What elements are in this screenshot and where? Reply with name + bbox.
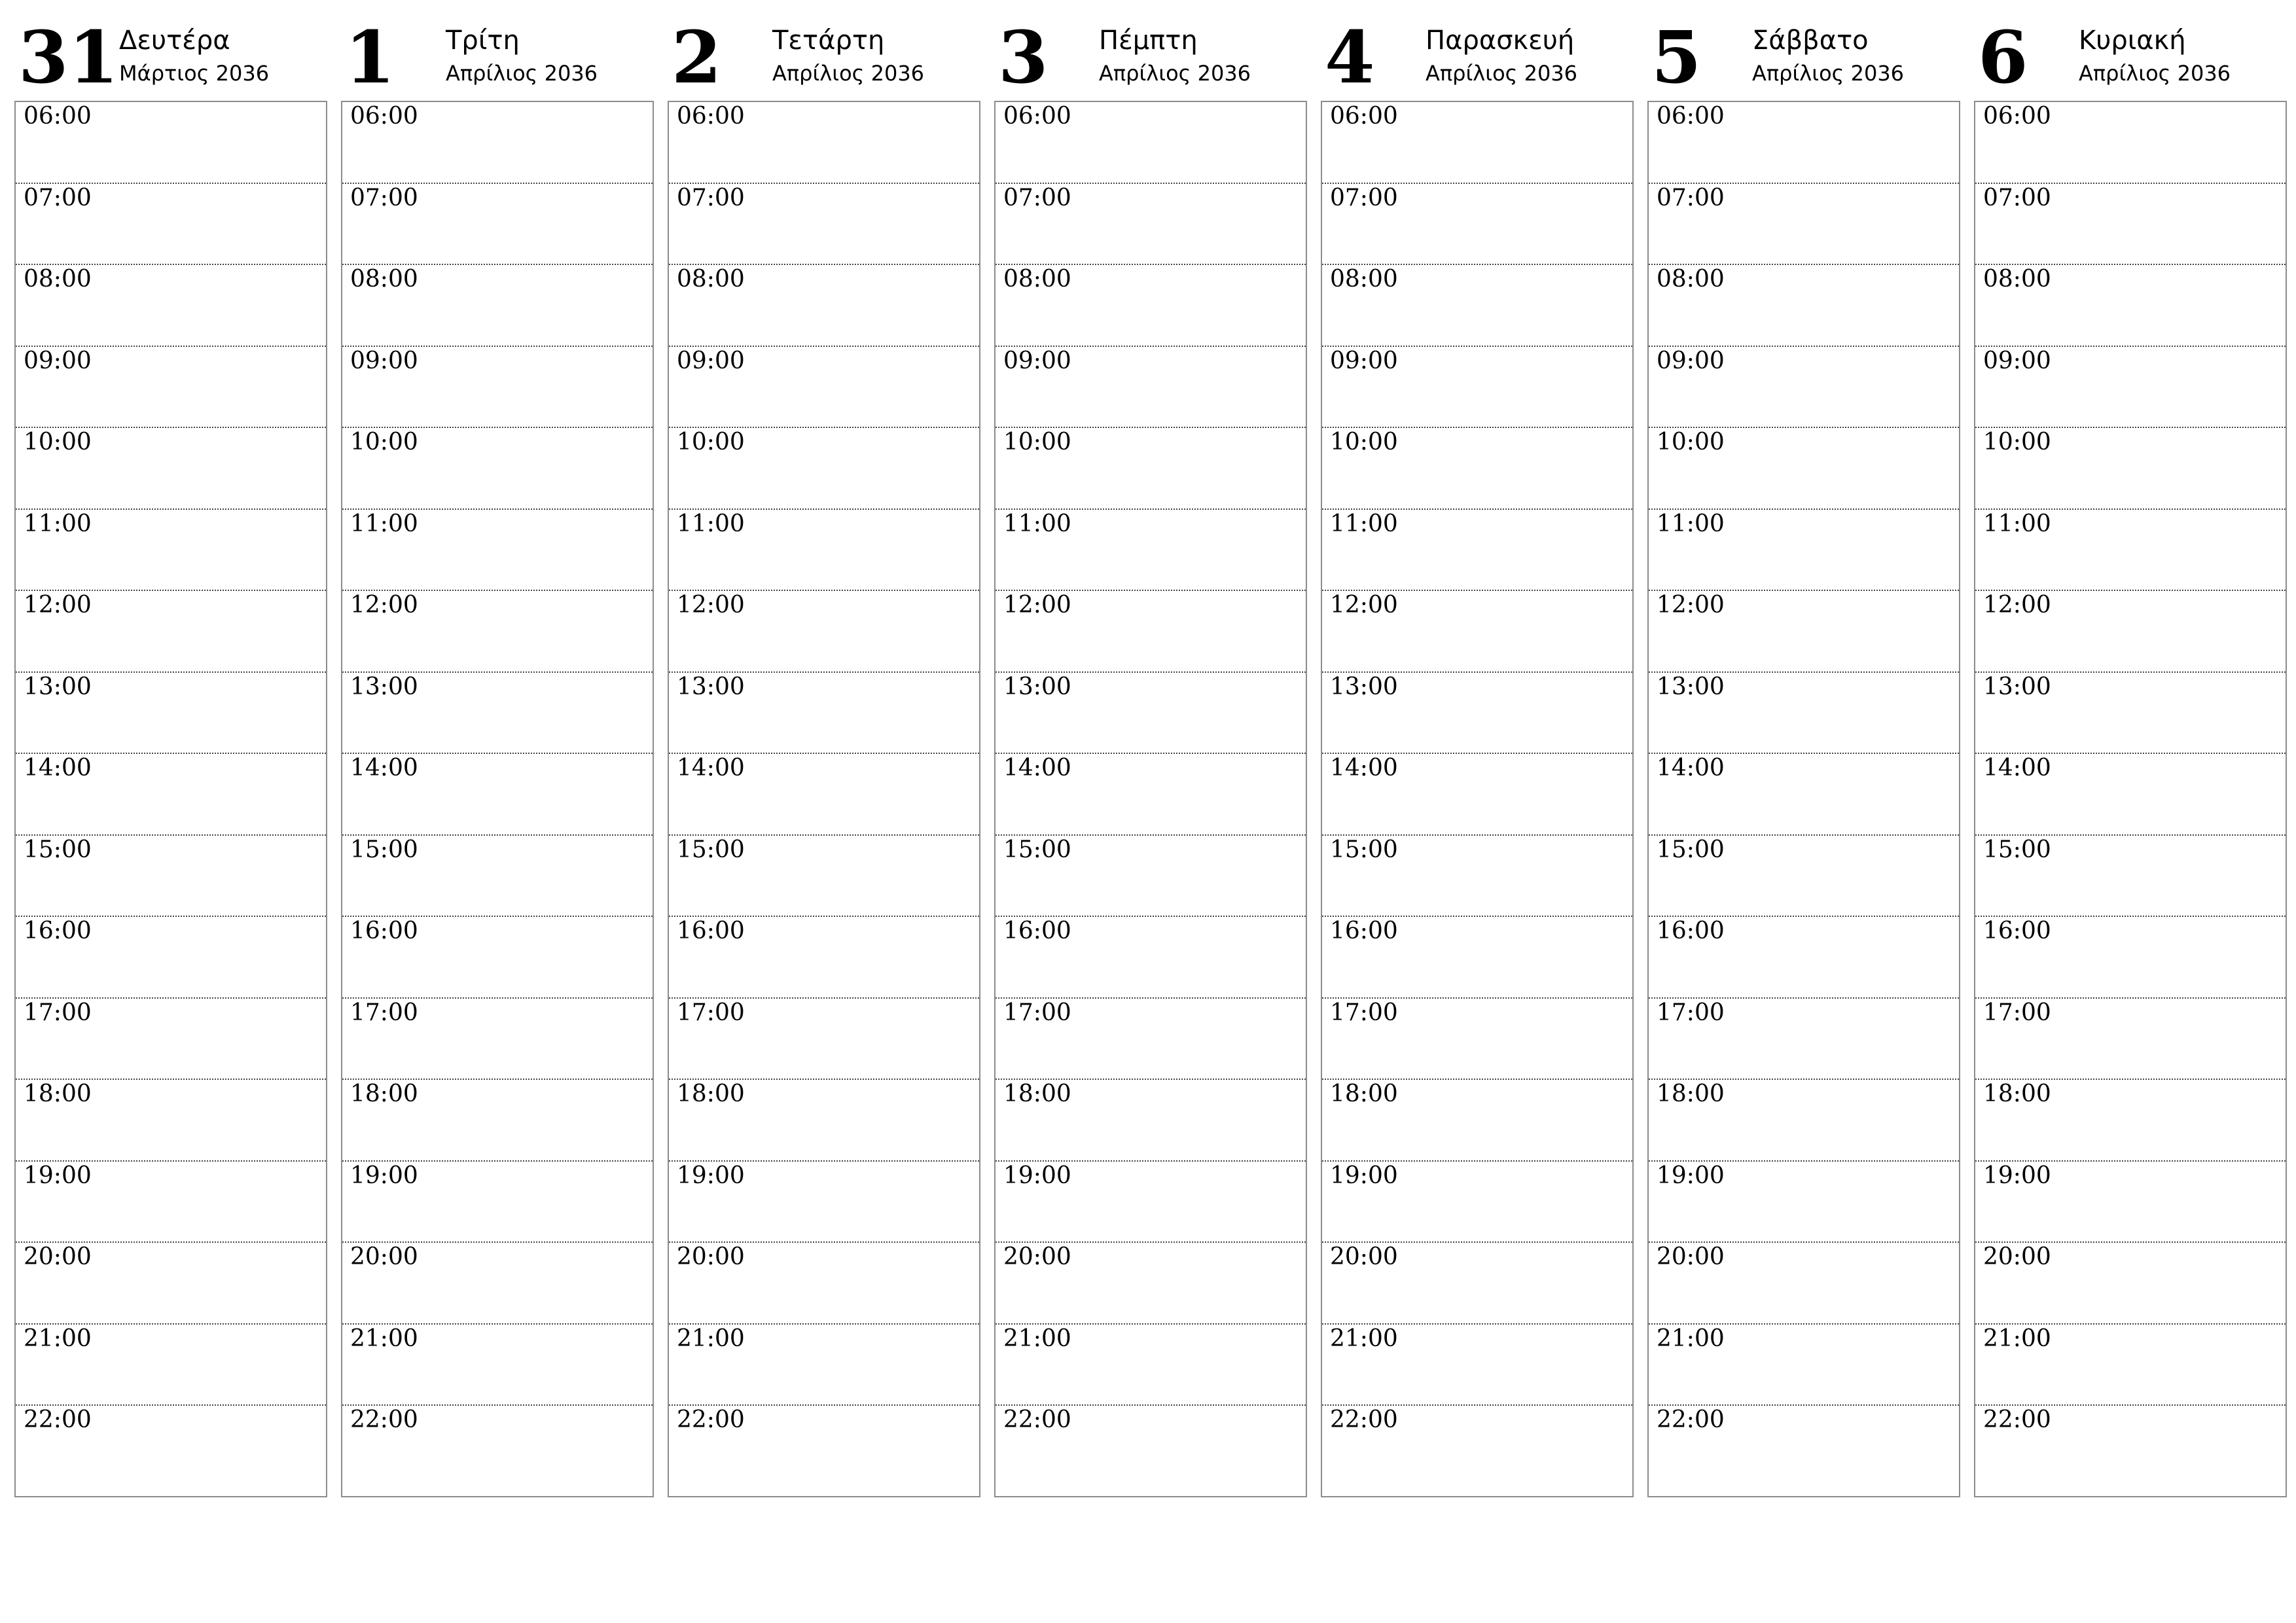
time-slot[interactable] <box>1649 591 1959 673</box>
time-label: 19:00 <box>1657 1162 1725 1189</box>
time-slot[interactable] <box>1649 1162 1959 1243</box>
time-label: 07:00 <box>1330 184 1398 211</box>
time-label: 15:00 <box>677 836 745 863</box>
time-label: 11:00 <box>677 510 745 537</box>
time-slot[interactable] <box>996 1243 1306 1325</box>
day-name: Παρασκευή <box>1426 26 1575 56</box>
time-label: 12:00 <box>1003 592 1071 618</box>
time-slot[interactable] <box>669 1406 979 1496</box>
time-label: 09:00 <box>1983 347 2051 374</box>
time-slot[interactable] <box>996 184 1306 266</box>
time-label: 20:00 <box>677 1243 745 1270</box>
time-label: 07:00 <box>350 184 418 211</box>
time-label: 19:00 <box>350 1162 418 1189</box>
time-label: 22:00 <box>1657 1406 1725 1433</box>
time-slot[interactable] <box>1322 999 1632 1080</box>
time-slot[interactable] <box>16 591 326 673</box>
time-slot[interactable] <box>342 1080 653 1162</box>
time-slot[interactable] <box>16 102 326 184</box>
time-slot[interactable] <box>1322 1080 1632 1162</box>
time-slot[interactable] <box>1322 673 1632 755</box>
time-label: 16:00 <box>24 918 92 944</box>
time-label: 16:00 <box>677 918 745 944</box>
time-slot[interactable] <box>1649 265 1959 347</box>
time-slot[interactable] <box>16 999 326 1080</box>
time-slot[interactable] <box>1649 836 1959 918</box>
time-label: 17:00 <box>1003 999 1071 1026</box>
day-name: Δευτέρα <box>119 26 230 56</box>
time-label: 21:00 <box>1003 1325 1071 1352</box>
time-label: 19:00 <box>24 1162 92 1189</box>
time-label: 15:00 <box>1330 836 1398 863</box>
time-slot[interactable] <box>1649 1325 1959 1406</box>
time-label: 20:00 <box>1003 1243 1071 1270</box>
time-slot[interactable] <box>996 102 1306 184</box>
time-slot[interactable] <box>16 510 326 592</box>
time-slot[interactable] <box>342 999 653 1080</box>
time-label: 09:00 <box>1330 347 1398 374</box>
day-header <box>994 0 1307 98</box>
day-schedule <box>1974 101 2287 1497</box>
day-schedule <box>994 101 1307 1497</box>
time-slot[interactable] <box>1322 510 1632 592</box>
time-label: 13:00 <box>350 673 418 700</box>
time-slot[interactable] <box>16 917 326 999</box>
time-label: 21:00 <box>24 1325 92 1352</box>
time-label: 13:00 <box>1983 673 2051 700</box>
time-slot[interactable] <box>996 1162 1306 1243</box>
time-label: 19:00 <box>677 1162 745 1189</box>
time-slot[interactable] <box>996 754 1306 836</box>
time-label: 15:00 <box>1003 836 1071 863</box>
time-label: 08:00 <box>1657 266 1725 293</box>
time-slot[interactable] <box>16 1162 326 1243</box>
time-slot[interactable] <box>1322 428 1632 510</box>
time-slot[interactable] <box>1649 754 1959 836</box>
time-slot[interactable] <box>1975 1243 2286 1325</box>
time-slot[interactable] <box>669 1080 979 1162</box>
time-slot[interactable] <box>16 1406 326 1496</box>
time-slot[interactable] <box>342 836 653 918</box>
time-label: 09:00 <box>24 347 92 374</box>
time-label: 10:00 <box>1003 429 1071 455</box>
time-label: 10:00 <box>1983 429 2051 455</box>
day-name: Σάββατο <box>1752 26 1869 56</box>
time-label: 15:00 <box>1983 836 2051 863</box>
time-label: 13:00 <box>1657 673 1725 700</box>
time-label: 11:00 <box>1657 510 1725 537</box>
time-slot[interactable] <box>996 1406 1306 1496</box>
time-label: 20:00 <box>1330 1243 1398 1270</box>
time-label: 20:00 <box>1657 1243 1725 1270</box>
time-slot[interactable] <box>1322 1325 1632 1406</box>
time-slot[interactable] <box>1649 1080 1959 1162</box>
time-slot[interactable] <box>996 1325 1306 1406</box>
time-label: 14:00 <box>1003 755 1071 781</box>
day-month: Απρίλιος 2036 <box>2079 61 2231 86</box>
time-slot[interactable] <box>996 347 1306 429</box>
time-slot[interactable] <box>1649 510 1959 592</box>
time-slot[interactable] <box>342 510 653 592</box>
time-slot[interactable] <box>669 1325 979 1406</box>
time-slot[interactable] <box>1649 347 1959 429</box>
time-label: 11:00 <box>1983 510 2051 537</box>
time-slot[interactable] <box>669 1243 979 1325</box>
time-label: 21:00 <box>1330 1325 1398 1352</box>
time-label: 20:00 <box>350 1243 418 1270</box>
time-label: 10:00 <box>1657 429 1725 455</box>
time-label: 07:00 <box>1657 184 1725 211</box>
time-label: 21:00 <box>677 1325 745 1352</box>
time-label: 06:00 <box>24 103 92 130</box>
day-month: Απρίλιος 2036 <box>1426 61 1578 86</box>
time-slot[interactable] <box>342 673 653 755</box>
time-slot[interactable] <box>996 1080 1306 1162</box>
time-label: 14:00 <box>350 755 418 781</box>
time-label: 18:00 <box>1657 1080 1725 1107</box>
time-label: 06:00 <box>1657 103 1725 130</box>
time-slot[interactable] <box>342 1406 653 1496</box>
time-slot[interactable] <box>996 265 1306 347</box>
time-slot[interactable] <box>16 265 326 347</box>
time-label: 17:00 <box>677 999 745 1026</box>
time-slot[interactable] <box>1649 999 1959 1080</box>
time-label: 13:00 <box>24 673 92 700</box>
time-slot[interactable] <box>1975 428 2286 510</box>
day-name: Τετάρτη <box>772 26 885 56</box>
day-header <box>341 0 654 98</box>
time-slot[interactable] <box>1975 510 2286 592</box>
time-label: 14:00 <box>1657 755 1725 781</box>
time-label: 14:00 <box>1983 755 2051 781</box>
time-label: 12:00 <box>677 592 745 618</box>
day-name: Πέμπτη <box>1099 26 1198 56</box>
time-slot[interactable] <box>342 917 653 999</box>
time-label: 11:00 <box>1003 510 1071 537</box>
time-label: 10:00 <box>1330 429 1398 455</box>
time-slot[interactable] <box>342 102 653 184</box>
time-label: 08:00 <box>1983 266 2051 293</box>
time-slot[interactable] <box>16 1243 326 1325</box>
time-slot[interactable] <box>342 1325 653 1406</box>
time-slot[interactable] <box>1322 102 1632 184</box>
time-label: 12:00 <box>1657 592 1725 618</box>
time-label: 15:00 <box>24 836 92 863</box>
time-slot[interactable] <box>1649 1406 1959 1496</box>
day-number: 31 <box>18 15 119 99</box>
time-slot[interactable] <box>669 999 979 1080</box>
time-label: 19:00 <box>1003 1162 1071 1189</box>
time-slot[interactable] <box>996 917 1306 999</box>
time-slot[interactable] <box>996 591 1306 673</box>
time-label: 16:00 <box>1983 918 2051 944</box>
time-slot[interactable] <box>342 1243 653 1325</box>
time-label: 18:00 <box>1003 1080 1071 1107</box>
time-slot[interactable] <box>1975 754 2286 836</box>
time-slot[interactable] <box>342 265 653 347</box>
day-number: 5 <box>1651 15 1702 99</box>
time-label: 20:00 <box>24 1243 92 1270</box>
day-number: 6 <box>1978 15 2028 99</box>
day-header <box>1647 0 1960 98</box>
time-slot[interactable] <box>1322 184 1632 266</box>
time-label: 07:00 <box>677 184 745 211</box>
time-slot[interactable] <box>16 428 326 510</box>
time-slot[interactable] <box>1975 184 2286 266</box>
time-slot[interactable] <box>1975 591 2286 673</box>
time-slot[interactable] <box>1322 1162 1632 1243</box>
time-label: 16:00 <box>350 918 418 944</box>
time-slot[interactable] <box>1649 1243 1959 1325</box>
day-number: 4 <box>1325 15 1375 99</box>
time-slot[interactable] <box>1975 1406 2286 1496</box>
time-label: 22:00 <box>350 1406 418 1433</box>
time-slot[interactable] <box>16 347 326 429</box>
time-slot[interactable] <box>16 673 326 755</box>
time-slot[interactable] <box>1975 836 2286 918</box>
time-slot[interactable] <box>1649 917 1959 999</box>
time-label: 06:00 <box>677 103 745 130</box>
time-label: 21:00 <box>1657 1325 1725 1352</box>
time-label: 06:00 <box>350 103 418 130</box>
time-label: 06:00 <box>1983 103 2051 130</box>
time-label: 09:00 <box>1657 347 1725 374</box>
time-label: 21:00 <box>350 1325 418 1352</box>
time-slot[interactable] <box>669 347 979 429</box>
day-schedule <box>1647 101 1960 1497</box>
time-label: 10:00 <box>24 429 92 455</box>
time-label: 20:00 <box>1983 1243 2051 1270</box>
time-label: 10:00 <box>677 429 745 455</box>
time-slot[interactable] <box>1649 428 1959 510</box>
time-label: 07:00 <box>1003 184 1071 211</box>
time-label: 08:00 <box>24 266 92 293</box>
time-label: 22:00 <box>1330 1406 1398 1433</box>
time-label: 11:00 <box>1330 510 1398 537</box>
time-label: 13:00 <box>1003 673 1071 700</box>
time-label: 12:00 <box>350 592 418 618</box>
time-slot[interactable] <box>1975 265 2286 347</box>
day-header <box>1321 0 1634 98</box>
time-slot[interactable] <box>1975 673 2286 755</box>
time-slot[interactable] <box>16 184 326 266</box>
time-slot[interactable] <box>1975 1162 2286 1243</box>
day-month: Απρίλιος 2036 <box>1099 61 1251 86</box>
day-header <box>1974 0 2287 98</box>
time-label: 18:00 <box>1983 1080 2051 1107</box>
time-label: 14:00 <box>677 755 745 781</box>
time-slot[interactable] <box>996 510 1306 592</box>
day-schedule <box>1321 101 1634 1497</box>
time-label: 13:00 <box>1330 673 1398 700</box>
time-slot[interactable] <box>1975 917 2286 999</box>
time-slot[interactable] <box>1975 1080 2286 1162</box>
time-label: 11:00 <box>24 510 92 537</box>
time-slot[interactable] <box>1649 102 1959 184</box>
time-slot[interactable] <box>669 836 979 918</box>
time-label: 12:00 <box>24 592 92 618</box>
time-label: 09:00 <box>350 347 418 374</box>
time-slot[interactable] <box>1322 591 1632 673</box>
time-label: 17:00 <box>1983 999 2051 1026</box>
time-slot[interactable] <box>669 428 979 510</box>
time-label: 06:00 <box>1003 103 1071 130</box>
time-label: 14:00 <box>1330 755 1398 781</box>
time-slot[interactable] <box>996 836 1306 918</box>
time-slot[interactable] <box>669 754 979 836</box>
time-label: 22:00 <box>1983 1406 2051 1433</box>
time-label: 17:00 <box>24 999 92 1026</box>
time-slot[interactable] <box>1649 184 1959 266</box>
time-slot[interactable] <box>1322 754 1632 836</box>
time-slot[interactable] <box>669 184 979 266</box>
time-label: 06:00 <box>1330 103 1398 130</box>
time-label: 22:00 <box>677 1406 745 1433</box>
time-slot[interactable] <box>1975 347 2286 429</box>
time-label: 09:00 <box>1003 347 1071 374</box>
time-slot[interactable] <box>669 917 979 999</box>
time-label: 08:00 <box>677 266 745 293</box>
time-label: 19:00 <box>1330 1162 1398 1189</box>
day-month: Απρίλιος 2036 <box>1752 61 1905 86</box>
time-label: 21:00 <box>1983 1325 2051 1352</box>
time-slot[interactable] <box>669 265 979 347</box>
time-label: 13:00 <box>677 673 745 700</box>
time-slot[interactable] <box>669 591 979 673</box>
day-month: Μάρτιος 2036 <box>119 61 270 86</box>
time-label: 12:00 <box>1330 592 1398 618</box>
time-slot[interactable] <box>1322 265 1632 347</box>
time-slot[interactable] <box>669 673 979 755</box>
time-label: 18:00 <box>350 1080 418 1107</box>
time-label: 19:00 <box>1983 1162 2051 1189</box>
time-slot[interactable] <box>996 428 1306 510</box>
day-name: Κυριακή <box>2079 26 2186 56</box>
time-label: 16:00 <box>1657 918 1725 944</box>
time-slot[interactable] <box>1322 836 1632 918</box>
time-label: 16:00 <box>1330 918 1398 944</box>
day-schedule <box>14 101 327 1497</box>
time-label: 09:00 <box>677 347 745 374</box>
day-number: 1 <box>345 15 395 99</box>
time-label: 18:00 <box>1330 1080 1398 1107</box>
time-label: 17:00 <box>1330 999 1398 1026</box>
time-slot[interactable] <box>1975 1325 2286 1406</box>
time-slot[interactable] <box>1322 917 1632 999</box>
time-slot[interactable] <box>16 754 326 836</box>
time-slot[interactable] <box>342 754 653 836</box>
time-slot[interactable] <box>16 1325 326 1406</box>
time-slot[interactable] <box>1322 347 1632 429</box>
time-slot[interactable] <box>669 1162 979 1243</box>
time-slot[interactable] <box>16 836 326 918</box>
time-label: 22:00 <box>1003 1406 1071 1433</box>
time-slot[interactable] <box>16 1080 326 1162</box>
time-slot[interactable] <box>1975 102 2286 184</box>
time-label: 08:00 <box>1003 266 1071 293</box>
day-number: 2 <box>672 15 722 99</box>
time-label: 08:00 <box>350 266 418 293</box>
time-slot[interactable] <box>342 347 653 429</box>
time-label: 17:00 <box>350 999 418 1026</box>
time-slot[interactable] <box>342 1162 653 1243</box>
time-label: 16:00 <box>1003 918 1071 944</box>
time-label: 10:00 <box>350 429 418 455</box>
day-schedule <box>668 101 980 1497</box>
day-number: 3 <box>998 15 1049 99</box>
day-month: Απρίλιος 2036 <box>772 61 925 86</box>
day-month: Απρίλιος 2036 <box>446 61 598 86</box>
time-label: 14:00 <box>24 755 92 781</box>
day-header <box>668 0 980 98</box>
time-slot[interactable] <box>669 510 979 592</box>
time-slot[interactable] <box>996 999 1306 1080</box>
day-schedule <box>341 101 654 1497</box>
time-label: 15:00 <box>350 836 418 863</box>
time-slot[interactable] <box>342 591 653 673</box>
time-slot[interactable] <box>1975 999 2286 1080</box>
time-label: 18:00 <box>24 1080 92 1107</box>
time-label: 12:00 <box>1983 592 2051 618</box>
time-slot[interactable] <box>342 184 653 266</box>
time-label: 18:00 <box>677 1080 745 1107</box>
time-slot[interactable] <box>1322 1243 1632 1325</box>
time-slot[interactable] <box>996 673 1306 755</box>
time-slot[interactable] <box>1322 1406 1632 1496</box>
time-label: 07:00 <box>24 184 92 211</box>
time-label: 07:00 <box>1983 184 2051 211</box>
time-label: 08:00 <box>1330 266 1398 293</box>
day-header <box>14 0 327 98</box>
time-slot[interactable] <box>1649 673 1959 755</box>
time-label: 17:00 <box>1657 999 1725 1026</box>
time-slot[interactable] <box>342 428 653 510</box>
time-slot[interactable] <box>669 102 979 184</box>
time-label: 11:00 <box>350 510 418 537</box>
time-label: 22:00 <box>24 1406 92 1433</box>
time-label: 15:00 <box>1657 836 1725 863</box>
day-name: Τρίτη <box>446 26 520 56</box>
